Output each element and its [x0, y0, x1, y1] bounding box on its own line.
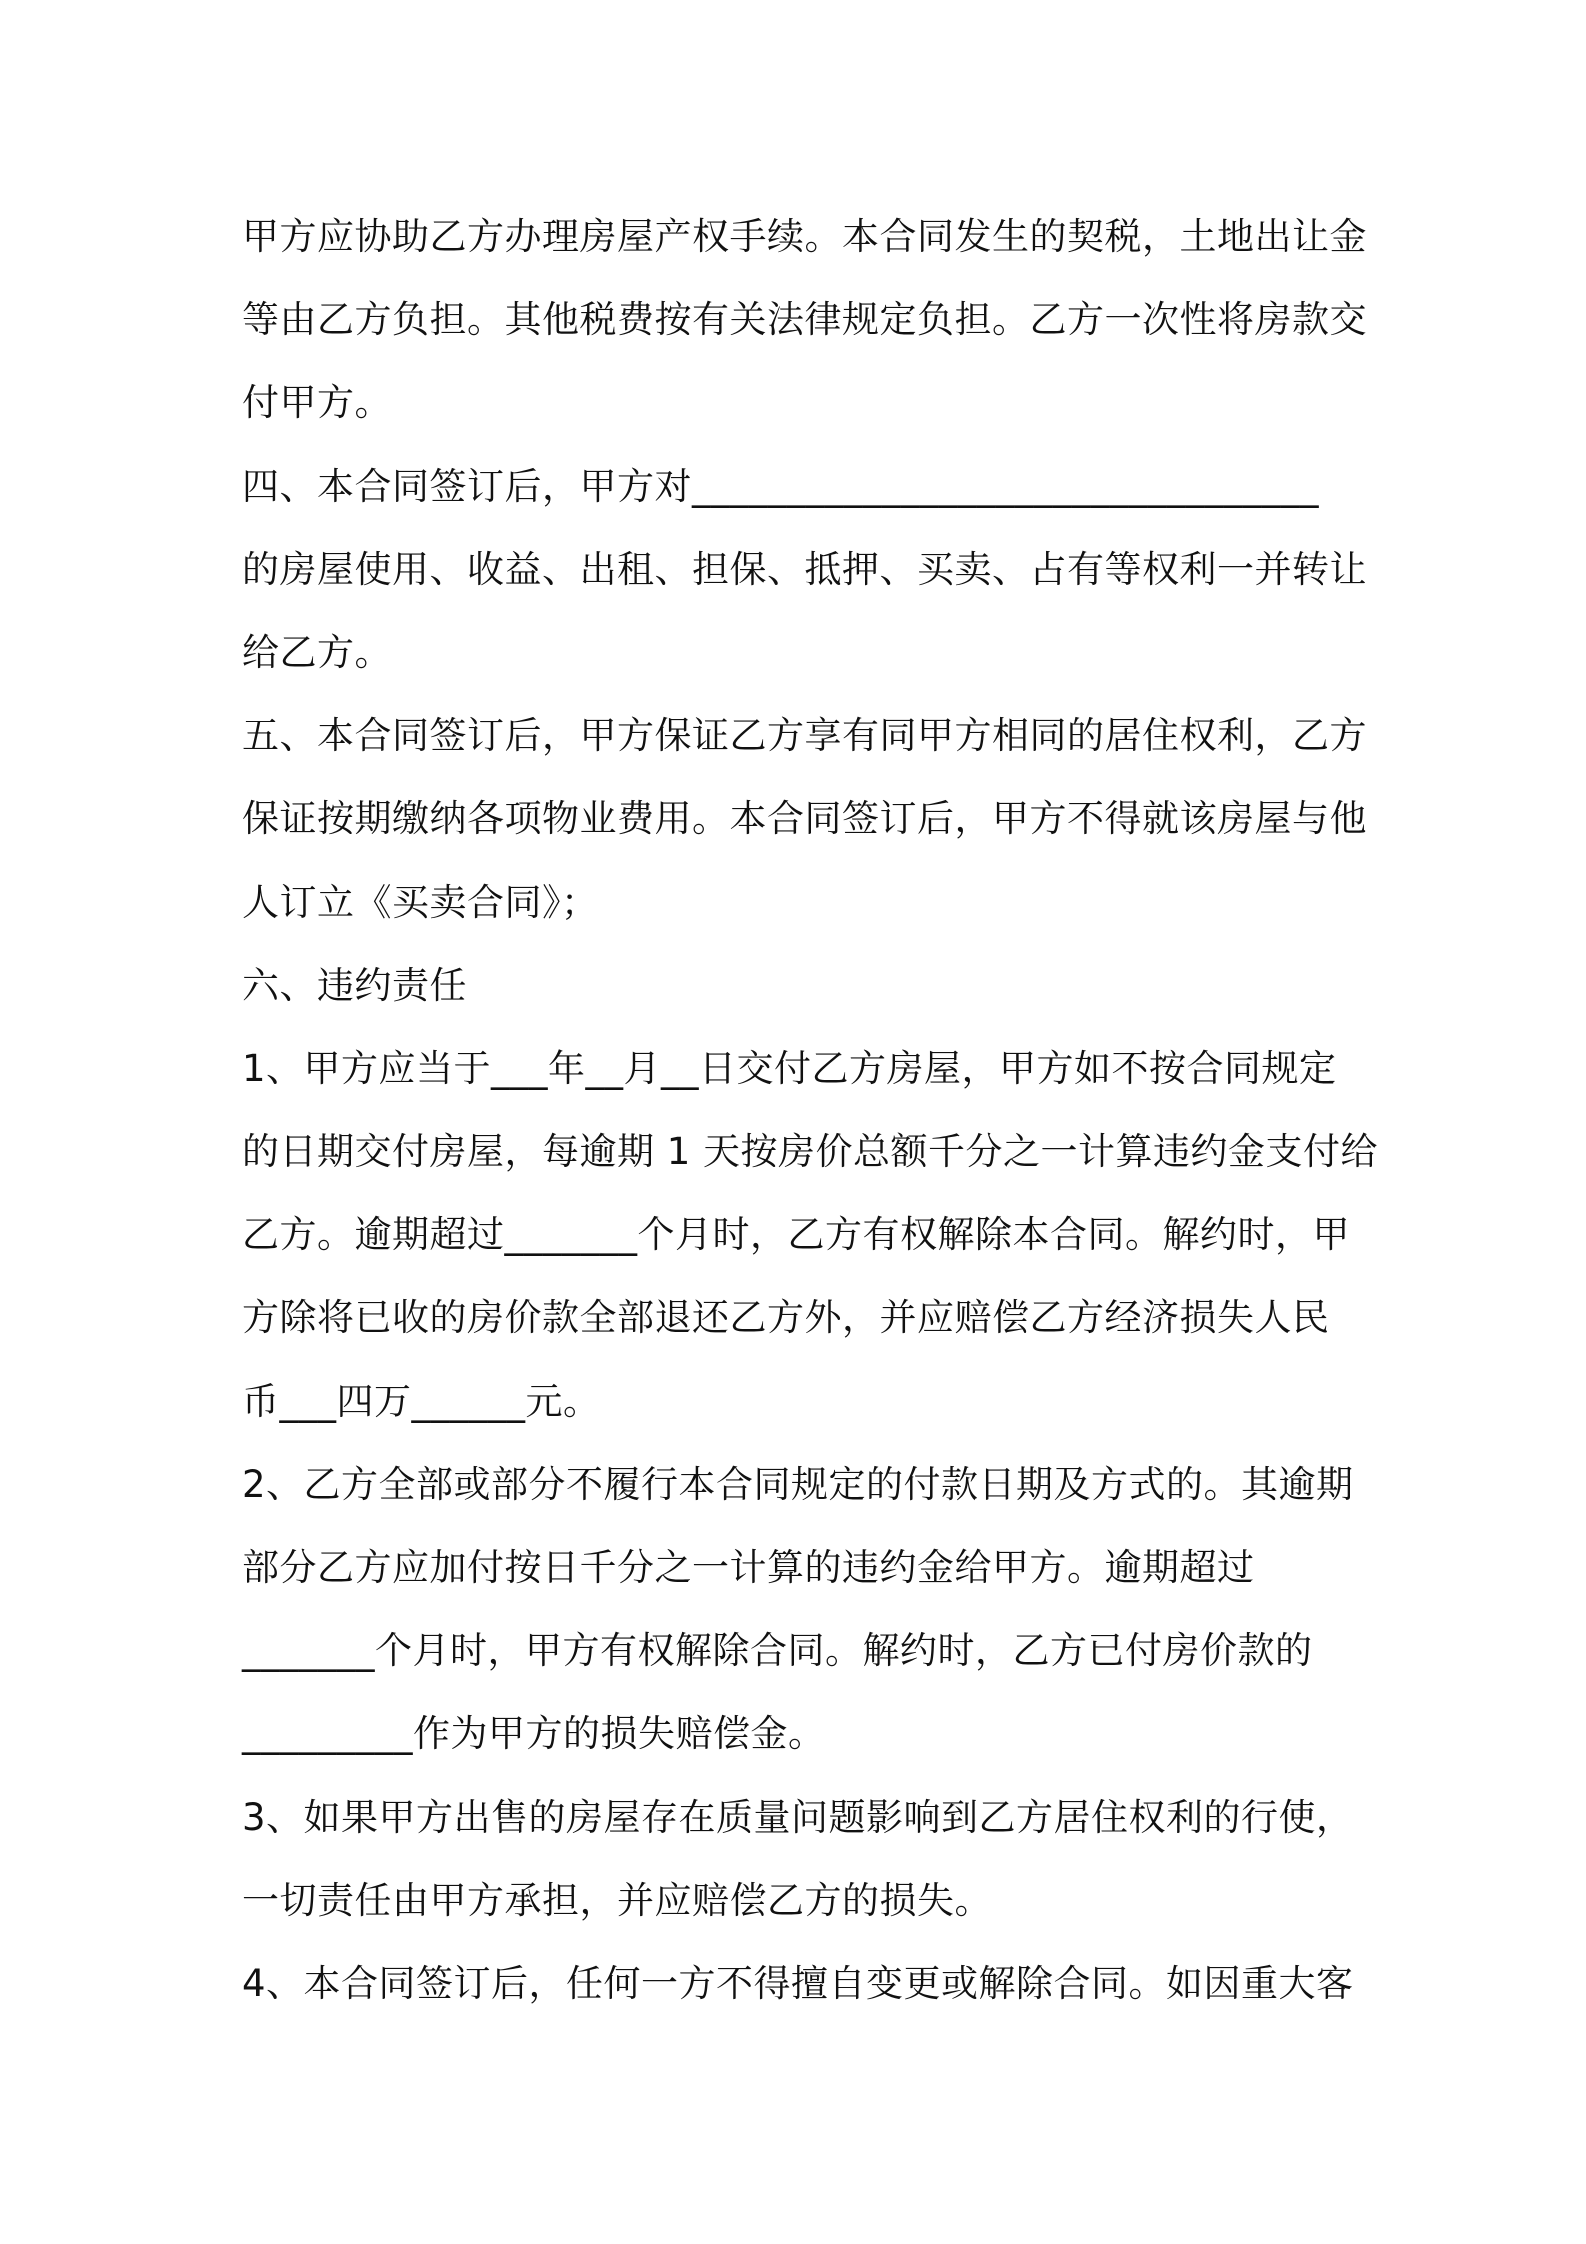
text-line: 甲方应协助乙方办理房屋产权手续。本合同发生的契税，土地出让金: [242, 215, 1367, 258]
text-line: _________作为甲方的损失赔偿金。: [242, 1712, 826, 1756]
text-line: 给乙方。: [242, 630, 392, 674]
item-4-line: 4、本合同签订后，任何一方不得擅自变更或解除合同。如因重大客: [242, 1961, 1354, 2005]
text-line: 保证按期缴纳各项物业费用。本合同签订后，甲方不得就该房屋与他: [242, 797, 1367, 841]
contract-text-body: [242, 195, 1379, 2025]
section-heading-breach: 六、违约责任: [242, 963, 467, 1007]
text-line: _______个月时，甲方有权解除合同。解约时，乙方已付房价款的: [242, 1629, 1313, 1673]
item-1-line: 1、甲方应当于___年__月__日交付乙方房屋，甲方如不按合同规定: [242, 1046, 1337, 1090]
clause-5-line: 五、本合同签订后，甲方保证乙方享有同甲方相同的居住权利，乙方: [242, 714, 1367, 758]
clause-4-line: 四、本合同签订后，甲方对_________________________________: [242, 464, 1319, 508]
text-line: 的房屋使用、收益、出租、担保、抵押、买卖、占有等权利一并转让: [242, 547, 1367, 591]
text-line: 人订立《买卖合同》；: [242, 880, 599, 924]
item-2-line: 2、乙方全部或部分不履行本合同规定的付款日期及方式的。其逾期: [242, 1462, 1354, 1506]
item-3-line: 3、如果甲方出售的房屋存在质量问题影响到乙方居住权利的行使，: [242, 1795, 1354, 1839]
text-line: 乙方。逾期超过_______个月时，乙方有权解除本合同。解约时，甲: [242, 1213, 1350, 1257]
text-line: 付甲方。: [242, 381, 392, 425]
text-line: 方除将已收的房价款全部退还乙方外，并应赔偿乙方经济损失人民: [242, 1296, 1330, 1340]
text-line: 的日期交付房屋，每逾期 1 天按房价总额千分之一计算违约金支付给: [242, 1130, 1379, 1174]
text-line: 一切责任由甲方承担，并应赔偿乙方的损失。: [242, 1878, 992, 1922]
text-line: 等由乙方负担。其他税费按有关法律规定负担。乙方一次性将房款交: [242, 298, 1367, 342]
text-line: 部分乙方应加付按日千分之一计算的违约金给甲方。逾期超过: [242, 1546, 1255, 1589]
text-line: 币___四万______元。: [242, 1379, 601, 1423]
